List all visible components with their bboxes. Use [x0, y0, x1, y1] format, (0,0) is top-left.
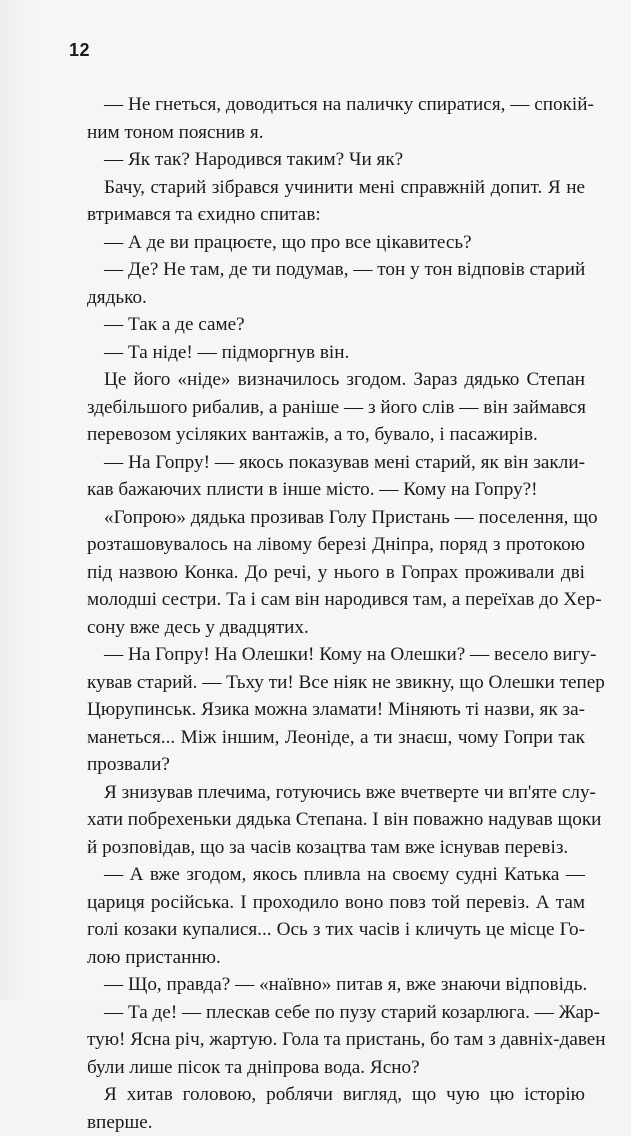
text-line: й розповідав, що за часів козацтва там вже існував перевіз.	[87, 834, 585, 862]
page-number: 12	[69, 40, 90, 61]
text-line: здебільшого рибалив, а раніше — з його слів — він займався	[87, 394, 585, 422]
text-line: цариця російська. І проходило воно повз той перевіз. А там	[87, 889, 585, 917]
text-line: — Та де! — плескав себе по пузу старий козарлюга. — Жар-	[87, 999, 585, 1027]
text-line: Бачу, старий зібрався учинити мені справжній допит. Я не	[87, 174, 585, 202]
text-line: під назвою Конка. До речі, у нього в Гопрах проживали дві	[87, 559, 585, 587]
text-line: кував старий. — Тьху ти! Все ніяк не звикну, що Олешки тепер	[87, 669, 585, 697]
text-line: ним тоном пояснив я.	[87, 119, 585, 147]
text-line: Я знизував плечима, готуючись вже вчетверте чи вп'яте слу-	[87, 779, 585, 807]
text-line: втримався та єхидно спитав:	[87, 201, 585, 229]
text-line: — А де ви працюєте, що про все цікавитесь?	[87, 229, 585, 257]
text-line: були лише пісок та дніпрова вода. Ясно?	[87, 1054, 585, 1082]
text-line: — Так а де саме?	[87, 311, 585, 339]
text-line: — Та ніде! — підморгнув він.	[87, 339, 585, 367]
text-line: тую! Ясна річ, жартую. Гола та пристань, бо там з давніх-давен	[87, 1026, 585, 1054]
text-line: манеться... Між іншим, Леоніде, а ти знаєш, чому Гопри так	[87, 724, 585, 752]
text-line: лою пристанню.	[87, 944, 585, 972]
body-text	[87, 91, 585, 1136]
text-line: Цюрупинськ. Язика можна зламати! Міняють ті назви, як за-	[87, 696, 585, 724]
text-line: — Де? Не там, де ти подумав, — тон у тон відповів старий	[87, 256, 585, 284]
text-line: — Як так? Народився таким? Чи як?	[87, 146, 585, 174]
text-line: Це його «ніде» визначилось згодом. Зараз дядько Степан	[87, 366, 585, 394]
text-line: — Що, правда? — «наївно» питав я, вже знаючи відповідь.	[87, 971, 585, 999]
text-line: — На Гопру! На Олешки! Кому на Олешки? — весело вигу-	[87, 641, 585, 669]
text-line: сону вже десь у двадцятих.	[87, 614, 585, 642]
text-line: — На Гопру! — якось показував мені старий, як він закли-	[87, 449, 585, 477]
text-line: розташовувалось на лівому березі Дніпра, поряд з протокою	[87, 531, 585, 559]
text-line: хати побрехеньки дядька Степана. І він поважно надував щоки	[87, 806, 585, 834]
text-line: вперше.	[87, 1109, 585, 1136]
text-line: молодші сестри. Та і сам він народився там, а переїхав до Хер-	[87, 586, 585, 614]
text-line: кав бажаючих плисти в інше місто. — Кому на Гопру?!	[87, 476, 585, 504]
text-line: прозвали?	[87, 751, 585, 779]
text-line: «Гопрою» дядька прозивав Голу Пристань — поселення, що	[87, 504, 585, 532]
text-line: — Не гнеться, доводиться на паличку спиратися, — спокій-	[87, 91, 585, 119]
text-line: Я хитав головою, роблячи вигляд, що чую цю історію	[87, 1081, 585, 1109]
text-line: перевозом усіляких вантажів, а то, бувало, і пасажирів.	[87, 421, 585, 449]
text-line: голі козаки купалися... Ось з тих часів і кличуть це місце Го-	[87, 916, 585, 944]
text-line: дядько.	[87, 284, 585, 312]
text-line: — А вже згодом, якось пливла на своєму судні Катька —	[87, 861, 585, 889]
